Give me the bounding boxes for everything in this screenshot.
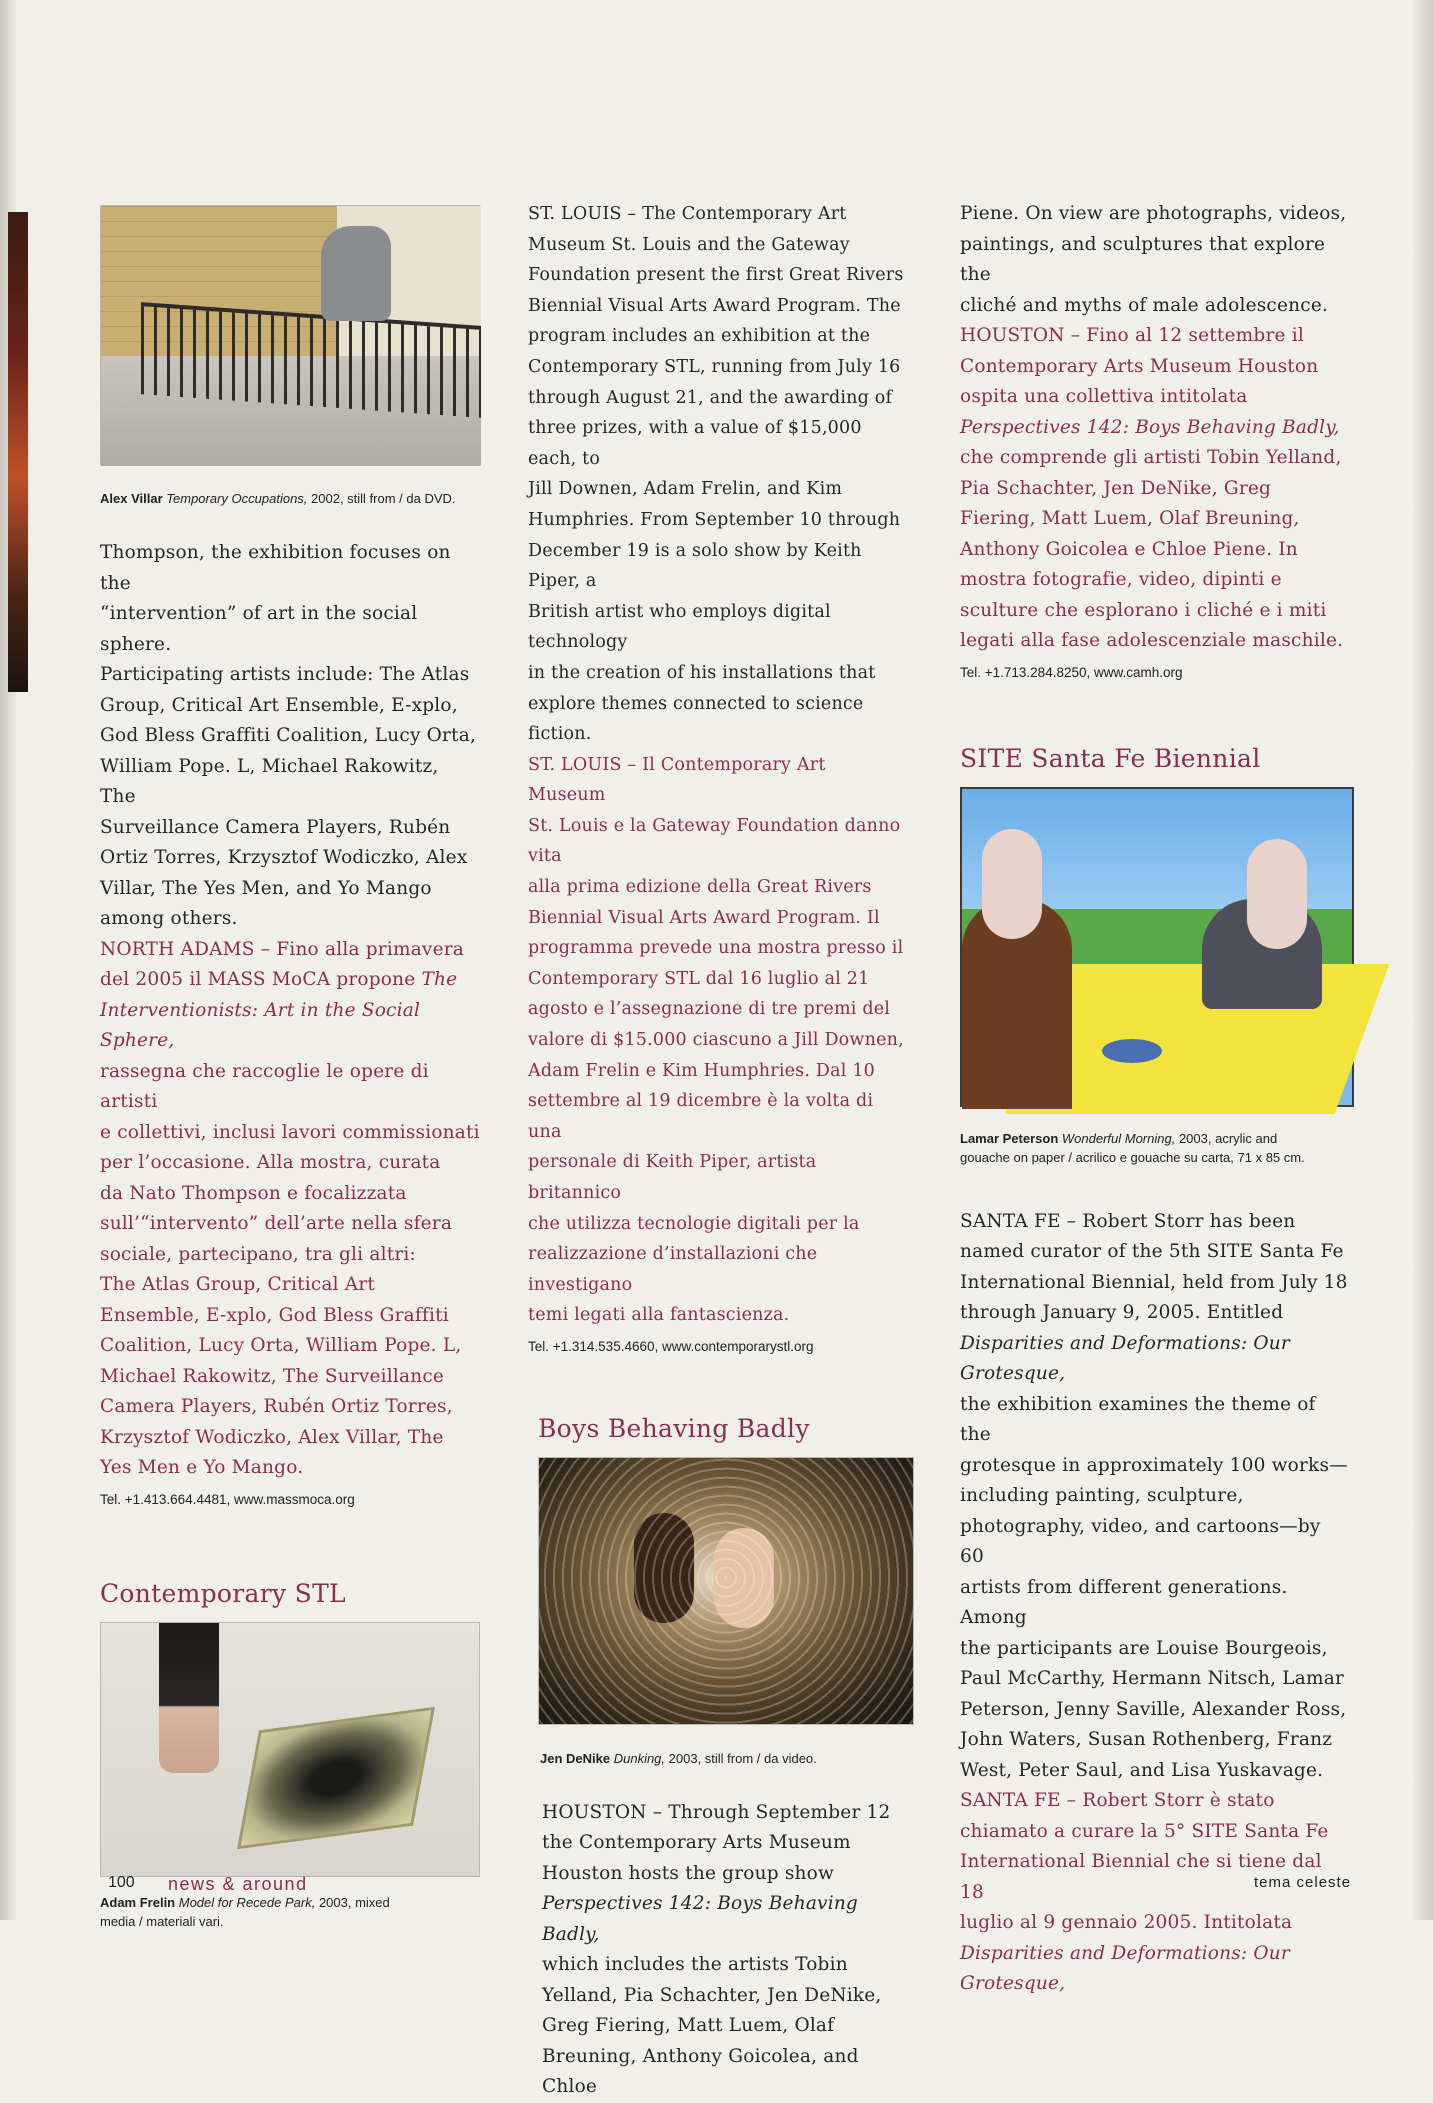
heading-boys-behaving-badly: Boys Behaving Badly — [538, 1413, 810, 1443]
magazine-name: tema celeste — [1254, 1874, 1352, 1891]
photo-jen-denike — [538, 1457, 914, 1725]
article-stl-en: ST. LOUIS – The Contemporary Art Museum St. Louis and the Gateway Foundation present the first Great Rivers Biennial Visual Arts Award Program. The program includes an exhibition at the Contemporary STL, running from July 16 through August 21, and the awarding of three prizes, with a value of $15,000 each, to Jill Downen, Adam Frelin, and Kim Humphries. From September 10 through December 19 is a solo show by Keith Piper, a British artist who employs digital technology in the creation of his installations that explore themes connected to science fiction. — [528, 204, 904, 745]
page-number: 100 — [108, 1874, 135, 1891]
article-houston-it: HOUSTON – Fino al 12 settembre il Contemporary Arts Museum Houston ospita una collettiva intitolata Perspectives 142: Boys Behaving Badly, che comprende gli artisti Tobin Yelland, Pia Schachter, Jen DeNike, Greg Fiering, Matt Luem, Olaf Breuning, Anthony Goicolea e Chloe Piene. In mostra fotografie, video, dipinti e sculture che esplorano i cliché e i miti legati alla fase adolescenziale maschile. — [960, 325, 1344, 651]
adjacent-page-edge — [8, 212, 28, 692]
caption-alex-villar: Alex Villar Temporary Occupations, 2002, still from / da DVD. — [100, 491, 456, 506]
contact-stl: Tel. +1.314.535.4660, www.contemporarystl.org — [528, 1338, 814, 1354]
caption-lamar-peterson: Lamar Peterson Wonderful Morning, 2003, acrylic and gouache on paper / acrilico e gouache su carta, 71 x 85 cm. — [960, 1130, 1305, 1165]
article-santa-fe-it: SANTA FE – Robert Storr è stato chiamato a curare la 5° SITE Santa Fe International Biennial che si tiene dal 18 luglio al 9 gennaio 2005. Intitolata Disparities and Deformations: Our Grotesque, — [960, 1790, 1329, 1994]
article-stl-it: ST. LOUIS – Il Contemporary Art Museum St. Louis e la Gateway Foundation danno vita alla prima edizione della Great Rivers Biennial Visual Arts Award Program. Il programma prevede una mostra presso il Contemporary STL dal 16 luglio al 21 agosto e l’assegnazione di tre premi del valore di $15.000 ciascuno a Jill Downen, Adam Frelin e Kim Humphries. Dal 10 settembre al 19 dicembre è la volta di una personale di Keith Piper, artista britannico che utilizza tecnologie digitali per la realizzazione d’installazioni che investigano temi legati alla fantascienza. — [528, 754, 904, 1326]
contact-camh: Tel. +1.713.284.8250, www.camh.org — [960, 664, 1183, 680]
article-houston-en: HOUSTON – Through September 12 the Contemporary Arts Museum Houston hosts the group show Perspectives 142: Boys Behaving Badly, which includes the artists Tobin Yelland, Pia Schachter, Jen DeNike, Greg Fiering, Matt Luem, Olaf Breuning, Anthony Goicolea, and Chloe — [542, 1801, 891, 2098]
photo-lamar-peterson — [960, 787, 1354, 1107]
column-2 — [528, 205, 908, 2103]
caption-jen-denike: Jen DeNike Dunking, 2003, still from / da video. — [540, 1750, 817, 1766]
caption-adam-frelin: Adam Frelin Model for Recede Park, 2003, mixed media / materiali vari. — [100, 1894, 390, 1929]
article-mass-moca-it: NORTH ADAMS – Fino alla primavera del 2005 il MASS MoCA propone The Interventionists: Art in the Social Sphere, rassegna che raccoglie le opere di artisti e collettivi, inclusi lavori commissionati per l’occasione. Alla mostra, curata da Nato Thompson e focalizzata sull’“intervento” dell’arte nella sfera sociale, partecipano, tra gli altri: The Atlas Group, Critical Art Ensemble, E-xplo, God Bless Graffiti Coalition, Lucy Orta, William Pope. L, Michael Rakowitz, The Surveillance Camera Players, Rubén Ortiz Torres, Krzysztof Wodiczko, Alex Villar, The Yes Men e Yo Mango. — [100, 938, 480, 1478]
article-houston-en-cont: Piene. On view are photographs, videos, paintings, and sculptures that explore the cliché and myths of male adolescence. — [960, 203, 1347, 316]
heading-site-santa-fe: SITE Santa Fe Biennial — [960, 743, 1261, 773]
column-1 — [100, 205, 480, 1931]
photo-alex-villar — [100, 205, 480, 465]
page-edge-shadow — [1413, 0, 1433, 1920]
article-mass-moca-en: Thompson, the exhibition focuses on the “intervention” of art in the social sphere. Participating artists include: The Atlas Group, Critical Art Ensemble, E-xplo, God Bless Graffiti Coalition, Lucy Orta, William Pope. L, Michael Rakowitz, The Surveillance Camera Players, Rubén Ortiz Torres, Krzysztof Wodiczko, Alex Villar, The Yes Men, and Yo Mango among others. — [100, 542, 477, 929]
contact-mass-moca: Tel. +1.413.664.4481, www.massmoca.org — [100, 1491, 355, 1507]
section-name: news & around — [168, 1874, 308, 1894]
column-3 — [960, 205, 1350, 2000]
photo-adam-frelin — [100, 1622, 480, 1877]
article-santa-fe-en: SANTA FE – Robert Storr has been named curator of the 5th SITE Santa Fe International Biennial, held from July 18 through January 9, 2005. Entitled Disparities and Deformations: Our Grotesque, the exhibition examines the theme of the grotesque in approximately 100 works— including painting, sculpture, photography, video, and cartoons—by 60 artists from different generations. Among the participants are Louise Bourgeois, Paul McCarthy, Hermann Nitsch, Lamar Peterson, Jenny Saville, Alexander Ross, John Waters, Susan Rothenberg, Franz West, Peter Saul, and Lisa Yuskavage. — [960, 1210, 1348, 1781]
heading-contemporary-stl: Contemporary STL — [100, 1578, 346, 1608]
